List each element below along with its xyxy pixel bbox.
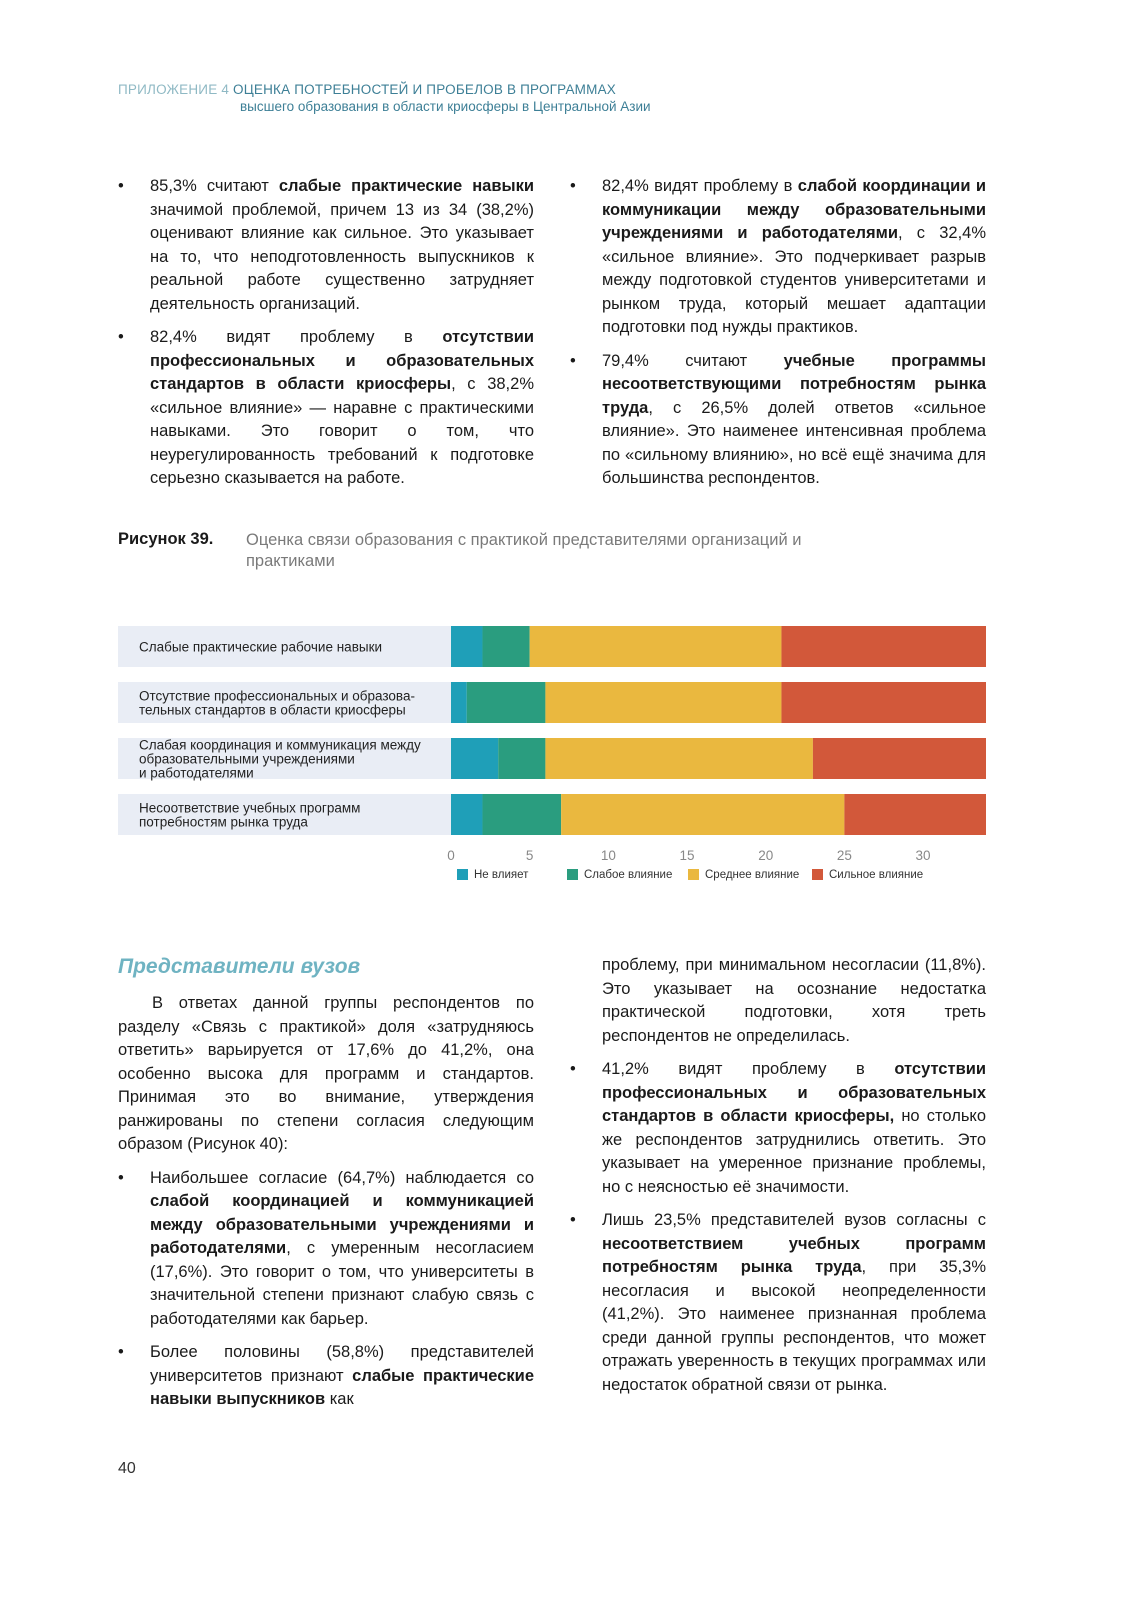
chart-svg — [118, 620, 998, 890]
bullet-item: • Лишь 23,5% представителей вузов согласны с несоответствием учебных программ потребностям рынка труда, при 35,3% несогласия и высокой неопределенности (41,2%). Это наименее признанная проблема среди данной группы респондентов, что может отражать уверенность в текущих программах или недостаток обратной связи от рынка. — [570, 1209, 986, 1397]
bullet-item: • 41,2% видят проблему в отсутствии профессиональных и образовательных стандартов в области криосферы, но столько же респондентов затруднились ответить. Это указывает на умеренное признание проблемы, но с неясностью её значимости. — [570, 1058, 986, 1199]
category-label: Несоответствие учебных программ — [139, 800, 361, 816]
bar-segment — [482, 626, 529, 667]
x-tick-label: 10 — [600, 848, 616, 863]
bullet-item: • 82,4% видят проблему в слабой координации и коммуникации между образовательными учреждениями и работодателями, с 32,4% «сильное влияние». Это подчеркивает разрыв между подготовкой студентов университетами и рынком труда, который мешает адаптации подготовки под нужды практиков. — [570, 175, 986, 340]
category-label: Слабые практические рабочие навыки — [139, 639, 383, 655]
running-header — [118, 82, 651, 115]
legend-swatch — [812, 869, 823, 880]
bar-segment — [451, 626, 482, 667]
category-label: тельных стандартов в области криосферы — [139, 702, 406, 718]
bar-segment — [545, 738, 813, 779]
category-label: потребностям рынка труда — [139, 814, 308, 830]
bar-segment — [530, 626, 782, 667]
continuation-paragraph: проблему, при минимальном несогласии (11,8%). Это указывает на осознание недостатка практической подготовки, хотя треть респондентов не определилась. — [602, 956, 986, 1045]
bar-segment — [545, 682, 781, 723]
bottom-left-column — [118, 992, 534, 1422]
x-tick-label: 15 — [679, 848, 695, 863]
figure-title: Оценка связи образования с практикой представителями организаций и практиками — [246, 531, 802, 570]
legend-swatch — [688, 869, 699, 880]
bar-segment — [781, 682, 986, 723]
header-appendix: ПРИЛОЖЕНИЕ 4 — [118, 82, 230, 97]
intro-paragraph: В ответах данной группы респондентов по разделу «Связь с практикой» доля «затрудняюсь ответить» варьируется от 17,6% до 41,2%, она особенно высока для программ и стандартов. Принимая это во внимание, утверждения ранжированы по степени согласия следующим образом (Рисунок 40): — [118, 994, 534, 1153]
bar-segment — [844, 794, 986, 835]
bar-segment — [813, 738, 986, 779]
bullet-item: • Наибольшее согласие (64,7%) наблюдается со слабой координацией и коммуникацией между образовательными учреждениями и работодателями, с умеренным несогласием (17,6%). Это говорит о том, что университеты в значительной степени признают слабую связь с работодателями как барьер. — [118, 1167, 534, 1332]
bar-segment — [482, 794, 561, 835]
top-right-column — [570, 175, 986, 501]
top-left-column — [118, 175, 534, 501]
bullet-item: • Более половины (58,8%) представителей университетов признают слабые практические навыки выпускников как — [118, 1341, 534, 1412]
bar-segment — [451, 682, 467, 723]
category-label: образовательными учреждениями — [139, 751, 355, 767]
header-title: ОЦЕНКА ПОТРЕБНОСТЕЙ И ПРОБЕЛОВ В ПРОГРАММАХ — [233, 82, 616, 97]
legend-label: Среднее влияние — [705, 869, 800, 881]
x-tick-label: 5 — [525, 848, 534, 863]
x-tick-label: 30 — [915, 848, 931, 863]
legend-label: Слабое влияние — [584, 869, 673, 881]
bullet-item: • 82,4% видят проблему в отсутствии профессиональных и образовательных стандартов в области криосферы, с 38,2% «сильное влияние» — наравне с практическими навыками. Это говорит о том, что неурегулированность требований к подготовке серьезно сказывается на работе. — [118, 326, 534, 491]
bottom-right-column — [570, 954, 986, 1407]
x-tick-label: 0 — [447, 848, 455, 863]
x-tick-label: 25 — [836, 848, 852, 863]
x-tick-label: 20 — [758, 848, 774, 863]
bar-segment — [498, 738, 545, 779]
bar-segment — [451, 794, 482, 835]
bullet-item: • 85,3% считают слабые практические навыки значимой проблемой, причем 13 из 34 (38,2%) оценивают влияние как сильное. Это указывает на то, что неподготовленность выпускников к реальной работе существенно затрудняет деятельность организаций. — [118, 175, 534, 316]
legend-label: Не влияет — [474, 869, 529, 881]
stacked-bar-chart — [118, 620, 998, 890]
legend-swatch — [457, 869, 468, 880]
bar-segment — [467, 682, 546, 723]
bullet-item: • 79,4% считают учебные программы несоответствующими потребностям рынка труда, с 26,5% долей ответов «сильное влияние». Это наименее интенсивная проблема по «сильному влиянию», но всё ещё значима для большинства респондентов. — [570, 350, 986, 491]
category-label: Слабая координация и коммуникация между — [139, 737, 421, 753]
legend-swatch — [567, 869, 578, 880]
figure-number: Рисунок 39. — [118, 530, 214, 548]
page-number: 40 — [118, 1460, 136, 1477]
legend-label: Сильное влияние — [829, 869, 924, 881]
category-label: Отсутствие профессиональных и образова- — [139, 688, 415, 704]
bar-segment — [451, 738, 498, 779]
bar-segment — [781, 626, 986, 667]
bar-segment — [561, 794, 844, 835]
header-subtitle: высшего образования в области криосферы в Центральной Азии — [240, 99, 651, 114]
section-title: Представители вузов — [118, 955, 361, 978]
category-label: и работодателями — [139, 765, 254, 781]
